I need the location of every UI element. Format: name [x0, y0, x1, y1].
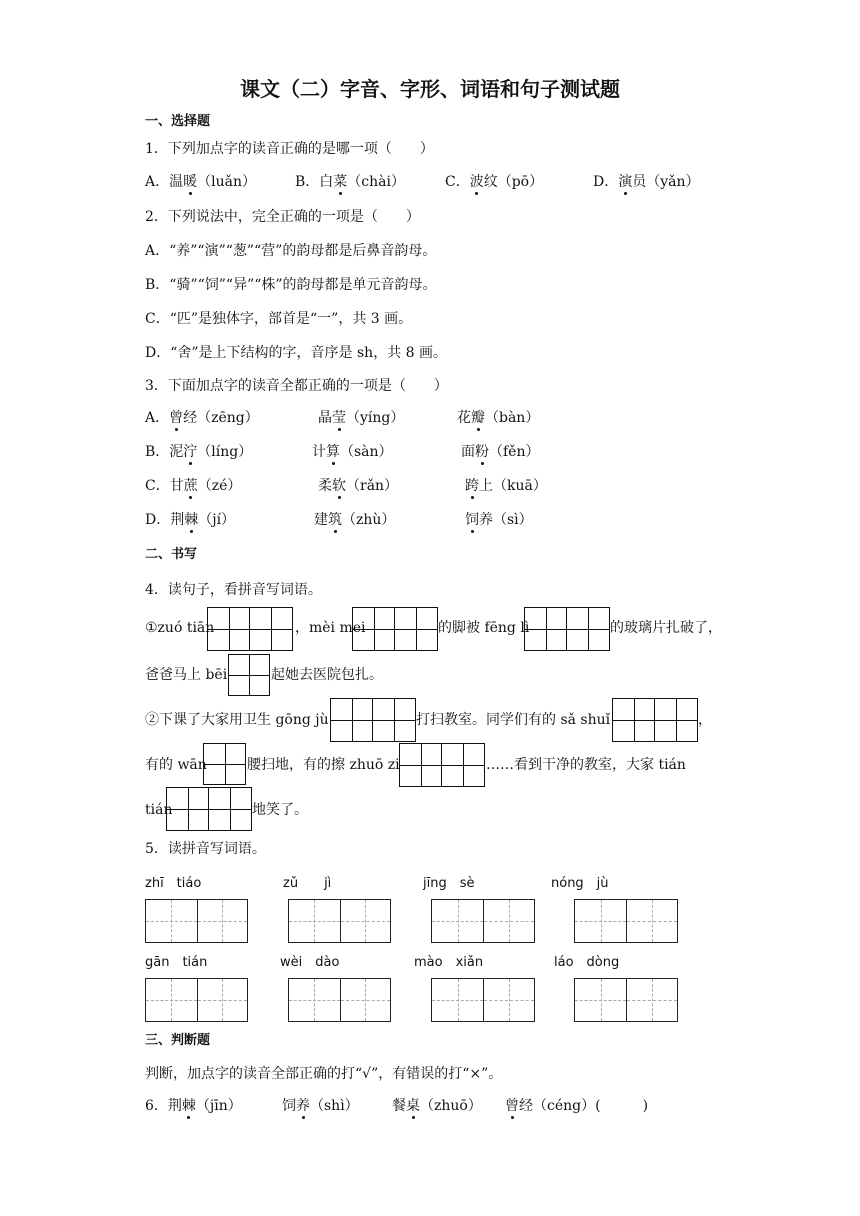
dotted-char: 养: [296, 1098, 310, 1114]
word-suffix: （rǎn）: [346, 478, 399, 494]
dotted-char: 棘: [181, 1098, 196, 1114]
dotted-char: 暖: [183, 174, 198, 190]
q3-d-word-3: [465, 511, 533, 529]
dotted-char: 瓣: [471, 410, 485, 426]
word-suffix: （zhuō）: [420, 1098, 482, 1114]
q2-option-d[interactable]: D．“舍”是上下结构的字，音序是 sh，共 8 画。: [145, 345, 447, 361]
option-prefix: B．泥: [145, 444, 184, 460]
word-prefix: 6．荆: [145, 1098, 182, 1114]
pinyin-label: wèi dào: [280, 955, 340, 970]
dotted-char: 波: [469, 174, 484, 190]
writing-grid-bei[interactable]: [228, 654, 270, 696]
word-suffix: （bàn）: [485, 410, 540, 426]
q4-line4-text-b: 腰扫地，有的擦 zhuō zi: [247, 757, 400, 773]
q1-option-d[interactable]: [593, 173, 700, 191]
dotted-char: 饲: [465, 512, 479, 528]
q3-c-word-2: [318, 477, 398, 495]
tianzige-grid[interactable]: [288, 978, 391, 1022]
word-prefix: 面: [461, 444, 475, 460]
q3-a-word-3: [457, 409, 539, 427]
tianzige-grid[interactable]: [288, 899, 391, 943]
word-suffix: （fěn）: [489, 444, 540, 460]
word-suffix: 上（kuā）: [479, 478, 547, 494]
q1-option-b[interactable]: [295, 173, 405, 191]
word-suffix: 养（sì）: [479, 512, 533, 528]
tianzige-grid[interactable]: [431, 899, 535, 943]
dotted-char: 筑: [328, 512, 342, 528]
q3-d-word-2: [314, 511, 395, 529]
q6-word-1: [145, 1097, 242, 1115]
q2-option-c[interactable]: C．“匹”是独体字，部首是“一”，共 3 画。: [145, 311, 413, 327]
option-prefix: D．: [593, 174, 619, 190]
q4-line4-text-a: 有的 wān: [145, 757, 207, 773]
word-prefix: 晶: [318, 410, 332, 426]
pinyin-label: zǔ jì: [283, 876, 332, 891]
tianzige-grid[interactable]: [431, 978, 535, 1022]
section-heading-writing: 二、书写: [145, 547, 198, 562]
q1-option-c[interactable]: [445, 173, 543, 191]
q4-line4-text-c: ……看到干净的教室，大家 tián: [486, 757, 686, 773]
dotted-char: 泞: [183, 444, 198, 460]
tianzige-grid[interactable]: [145, 978, 248, 1022]
q4-line5-text-a: tián: [145, 802, 173, 818]
option-prefix: A．温: [145, 174, 184, 190]
writing-grid-tiantian[interactable]: [166, 787, 252, 831]
q3-option-c[interactable]: [145, 477, 241, 495]
q4-line1-text-a: ①zuó tiān: [145, 620, 215, 636]
option-prefix: D．荆: [145, 512, 185, 528]
word-prefix: 饲: [282, 1098, 296, 1114]
dotted-char: 跨: [465, 478, 479, 494]
dotted-char: 棘: [184, 512, 199, 528]
word-suffix: （zhù）: [342, 512, 396, 528]
option-suffix: 员（yǎn）: [632, 174, 700, 190]
section-heading-choice: 一、选择题: [145, 114, 211, 129]
question-2-stem: 2．下列说法中，完全正确的一项是（ ）: [145, 209, 420, 225]
dotted-char: 软: [332, 478, 346, 494]
q3-option-b[interactable]: [145, 443, 252, 461]
dotted-char: 蔗: [183, 478, 198, 494]
writing-grid-fengli[interactable]: [524, 607, 610, 651]
q4-line1-text-b: ，mèi mei: [295, 620, 366, 636]
pinyin-label: gān tián: [145, 955, 208, 970]
word-suffix: （shì）: [310, 1098, 359, 1114]
q6-word-3: [392, 1097, 482, 1115]
word-suffix-with-answer-blank: 经（céng）( ): [519, 1098, 649, 1114]
question-5-stem: 5．读拼音写词语。: [145, 841, 266, 857]
word-suffix: （jīn）: [195, 1098, 242, 1114]
q6-word-2: [282, 1097, 359, 1115]
word-prefix: 柔: [318, 478, 332, 494]
dotted-char: 桌: [406, 1098, 420, 1114]
option-suffix: 经（zēng）: [183, 410, 259, 426]
writing-grid-sashui[interactable]: [612, 698, 698, 742]
question-6-instruction: 判断，加点字的读音全部正确的打“√”，有错误的打“×”。: [145, 1066, 503, 1082]
q3-c-word-3: [465, 477, 547, 495]
word-suffix: （yíng）: [346, 410, 405, 426]
option-prefix: C．: [445, 174, 470, 190]
option-suffix: （zé）: [197, 478, 242, 494]
section-heading-judgment: 三、判断题: [145, 1033, 211, 1048]
pinyin-label: láo dòng: [554, 955, 620, 970]
writing-grid-meimei[interactable]: [352, 607, 438, 651]
word-prefix: 餐: [392, 1098, 406, 1114]
pinyin-label: zhī tiáo: [145, 876, 202, 891]
pinyin-label: nóng jù: [551, 876, 609, 891]
option-prefix: B．白: [295, 174, 334, 190]
q3-option-d[interactable]: [145, 511, 235, 529]
pinyin-label: mào xiǎn: [414, 955, 484, 970]
q4-line3-text-b: 打扫教室。同学们有的 sǎ shuǐ: [416, 712, 611, 728]
dotted-char: 莹: [332, 410, 346, 426]
dotted-char: 曾: [169, 410, 184, 426]
word-suffix: （sàn）: [340, 444, 393, 460]
option-suffix: （líng）: [197, 444, 253, 460]
q2-option-b[interactable]: B．“骑”“饲”“异”“株”的韵母都是单元音韵母。: [145, 277, 437, 293]
q3-b-word-3: [461, 443, 539, 461]
word-prefix: 计: [312, 444, 326, 460]
writing-grid-gongju[interactable]: [330, 698, 416, 742]
dotted-char: 菜: [333, 174, 348, 190]
writing-grid-zuotian[interactable]: [207, 607, 293, 651]
dotted-char: 粉: [475, 444, 489, 460]
tianzige-grid[interactable]: [574, 978, 678, 1022]
option-prefix: A．: [145, 410, 170, 426]
q4-line1-text-d: 的玻璃片扎破了，: [610, 620, 722, 636]
q4-line3-text-c: ，: [698, 712, 712, 728]
option-suffix: （jí）: [198, 512, 236, 528]
writing-grid-wan[interactable]: [203, 743, 246, 785]
word-prefix: 花: [457, 410, 471, 426]
q2-option-a[interactable]: A．“养”“演”“葱”“营”的韵母都是后鼻音韵母。: [145, 243, 437, 259]
question-3-stem: 3．下面加点字的读音全都正确的一项是（ ）: [145, 378, 448, 394]
option-suffix: 纹（pō）: [483, 174, 544, 190]
q6-word-4-answer[interactable]: [505, 1097, 648, 1115]
option-suffix: （luǎn）: [197, 174, 256, 190]
q1-option-a[interactable]: [145, 173, 256, 191]
q3-option-a[interactable]: [145, 409, 259, 427]
tianzige-grid[interactable]: [145, 899, 248, 943]
word-prefix: 建: [314, 512, 328, 528]
q4-line2-text-b: 起她去医院包扎。: [271, 667, 383, 683]
q3-b-word-2: [312, 443, 393, 461]
pinyin-label: jīng sè: [423, 876, 475, 891]
dotted-char: 算: [326, 444, 340, 460]
option-suffix: （chài）: [347, 174, 405, 190]
question-4-stem: 4．读句子，看拼音写词语。: [145, 582, 322, 598]
q4-line2-text-a: 爸爸马上 bēi: [145, 667, 228, 683]
q4-line3-text-a: ②下课了大家用卫生 gōng jù: [145, 712, 329, 728]
question-1-stem: 1．下列加点字的读音正确的是哪一项（ ）: [145, 141, 434, 157]
tianzige-grid[interactable]: [574, 899, 678, 943]
q4-line5-text-b: 地笑了。: [252, 802, 308, 818]
q4-line1-text-c: 的脚被 fēng lì: [438, 620, 530, 636]
option-prefix: C．甘: [145, 478, 184, 494]
dotted-char: 演: [618, 174, 633, 190]
page-title: 课文（二）字音、字形、词语和句子测试题: [240, 77, 620, 101]
q3-a-word-2: [318, 409, 404, 427]
writing-grid-zhuozi[interactable]: [399, 743, 485, 787]
dotted-char: 曾: [505, 1098, 519, 1114]
